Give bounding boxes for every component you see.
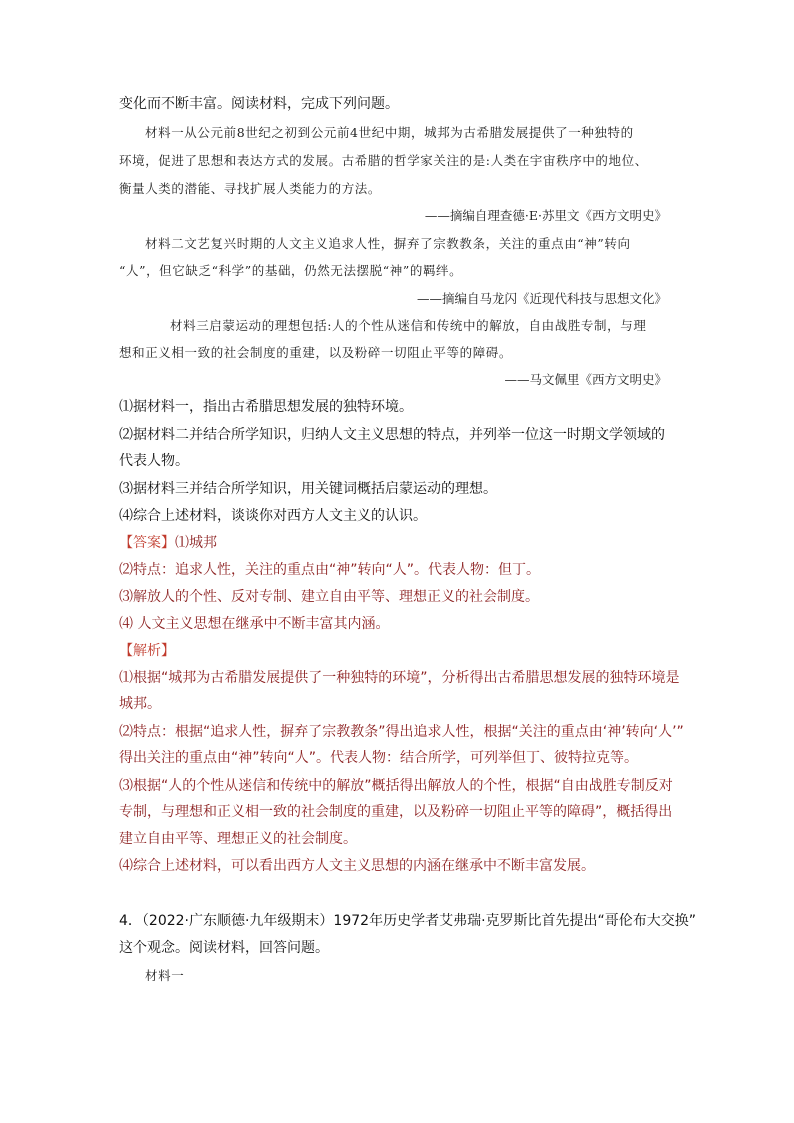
question-4-header-line-1: 4．（2022·广东顺德·九年级期末）1972年历史学者艾弗瑞·克罗斯比首先提出“哥伦布大交换”	[119, 913, 697, 929]
question-4: ⑷综合上述材料，谈谈你对西方人文主义的认识。	[119, 508, 427, 524]
answer-4: ⑷ 人文主义思想在继承中不断丰富其内涵。	[119, 616, 390, 632]
material-2-source: ——摘编自马龙闪《近现代科技与思想文化》	[416, 291, 667, 306]
answer-2: ⑵特点：追求人性，关注的重点由“神”转向“人”。代表人物：但丁。	[119, 562, 541, 578]
question-4-header-line-2: 这个观念。阅读材料，回答问题。	[119, 940, 329, 956]
analysis-3-line-2: 专制，与理想和正义相一致的社会制度的重建，以及粉碎一切阻止平等的障碍”，概括得出	[119, 804, 673, 820]
material-3-source: ——马文佩里《西方文明史》	[504, 372, 667, 387]
answer-3: ⑶解放人的个性、反对专制、建立自由平等、理想正义的社会制度。	[119, 589, 539, 605]
analysis-3-line-3: 建立自由平等、理想正义的社会制度。	[119, 831, 357, 847]
question-2-line-1: ⑵据材料二并结合所学知识，归纳人文主义思想的特点，并列举一位这一时期文学领域的	[119, 427, 665, 443]
answer-1: ⑴城邦	[175, 535, 217, 551]
material-3-line-1: 材料三启蒙运动的理想包括:人的个性从迷信和传统中的解放，自由战胜专制，与理	[170, 318, 647, 333]
material-1-source: ——摘编自理查德·E·苏里文《西方文明史》	[424, 208, 667, 223]
question-3: ⑶据材料三并结合所学知识，用关键词概括启蒙运动的理想。	[119, 481, 497, 497]
question-2-line-2: 代表人物。	[119, 453, 189, 469]
analysis-2-line-1: ⑵特点：根据“追求人性，摒弃了宗教教条”得出追求人性，根据“关注的重点由‘神’转向‘人’”	[119, 724, 684, 740]
analysis-2-line-2: 得出关注的重点由“神”转向“人”。代表人物：结合所学，可列举但丁、彼特拉克等。	[119, 750, 639, 766]
question-4-material-label: 材料一	[145, 968, 185, 983]
material-1-line-1: 材料一从公元前8世纪之初到公元前4世纪中期，城邦为古希腊发展提供了一种独特的	[145, 125, 634, 140]
analysis-3-line-1: ⑶根据“人的个性从迷信和传统中的解放”概括得出解放人的个性，根据“自由战胜专制反对	[119, 778, 673, 794]
material-1-line-2: 环境，促进了思想和表达方式的发展。古希腊的哲学家关注的是:人类在宇宙秩序中的地位、	[119, 153, 648, 168]
material-3-line-2: 想和正义相一致的社会制度的重建，以及粉碎一切阻止平等的障碍。	[119, 345, 513, 360]
answer-tag: 【答案】	[119, 535, 175, 551]
material-2-line-2: “人”，但它缺乏“科学”的基础，仍然无法摆脱“神”的羁绊。	[119, 263, 463, 278]
material-2-line-1: 材料二文艺复兴时期的人文主义追求人性，摒弃了宗教教条，关注的重点由“神”转向	[145, 236, 631, 251]
question-1: ⑴据材料一，指出古希腊思想发展的独特环境。	[119, 399, 413, 415]
answer-row-1	[119, 534, 217, 552]
analysis-1-line-1: ⑴根据“城邦为古希腊发展提供了一种独特的环境”，分析得出古希腊思想发展的独特环境是	[119, 670, 680, 686]
intro-text: 变化而不断丰富。阅读材料，完成下列问题。	[119, 96, 399, 112]
material-1-line-3: 衡量人类的潜能、寻找扩展人类能力的方法。	[119, 181, 382, 196]
analysis-1-line-2: 城邦。	[119, 696, 161, 712]
analysis-tag: 【解析】	[119, 643, 175, 659]
analysis-4: ⑷综合上述材料，可以看出西方人文主义思想的内涵在继承中不断丰富发展。	[119, 858, 595, 874]
